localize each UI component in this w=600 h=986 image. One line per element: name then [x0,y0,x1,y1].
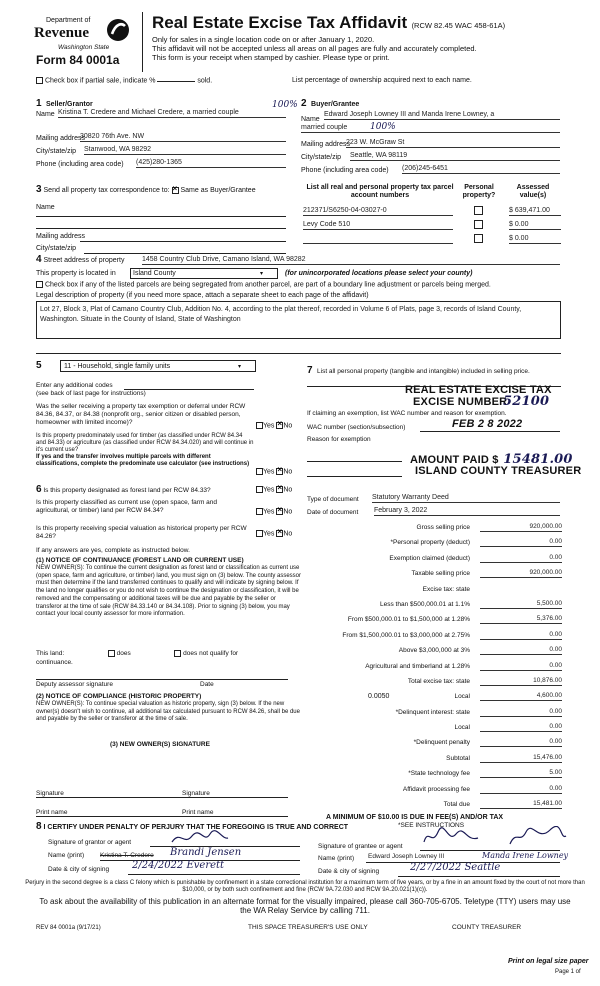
agency-logo [34,13,134,69]
sec3-name-label: Name [36,204,55,211]
minimum-note: A MINIMUM OF $10.00 IS DUE IN FEE(S) AND/OR TAX [326,814,504,821]
calc-row [300,798,562,813]
page-number: Page 1 of [555,969,581,975]
calc-label: Less than $500,000.01 at 1.1% [380,600,470,608]
does-not-label: does not qualify for [183,650,239,658]
historic-no-checkbox[interactable] [276,530,283,537]
answers-note: If any answers are yes, complete as instructed below. [36,547,190,554]
timber-question-2: If yes and the transfer involves multiple parcels with different classifications, complete the predominate use calculator (see instructions) [36,454,250,467]
same-as-buyer-checkbox[interactable] [172,187,179,194]
sec3-line-4 [84,253,286,254]
buyer-addr-label: Mailing address [301,141,351,148]
parcel-number[interactable] [303,235,453,244]
current-use-question: Is this property classified as current use (open space, farm and agricultural, or timber) land per RCW 84.34? [36,499,218,514]
calc-label: *Delinquent penalty [413,739,470,747]
owner-print-label: Print name [36,809,68,816]
owner-print-line [36,816,288,817]
sec5-num: 5 [36,360,42,371]
parcel-number[interactable]: Levy Code 510 [303,221,453,230]
seller-addr-label: Mailing address [36,135,86,142]
codes-label: Enter any additional codes [36,382,113,389]
calc-label: Taxable selling price [411,570,470,578]
seller-title: Seller/Grantor [46,101,93,108]
calc-value[interactable]: 0.00 [480,554,562,563]
buyer-name-2[interactable]: married couple [301,124,560,133]
seller-city-label: City/state/zip [36,148,77,155]
logo-dept: Department of [46,17,91,24]
sec3-addr-label: Mailing address [36,233,86,240]
grantee-date-line [398,876,560,877]
grantor-date-label: Date & city of signing [48,866,110,873]
calc-row [300,767,562,782]
county-select[interactable] [130,268,278,279]
grantee-name-label: Name (print) [318,855,355,862]
logo-agency: Revenue [34,25,89,41]
calc-label: From $1,500,000.01 to $3,000,000 at 2.75% [342,631,470,639]
forest-question: Is this property designated as forest land per RCW 84.33? [43,487,211,494]
seller-name-label: Name [36,111,55,118]
doc-date[interactable]: February 3, 2022 [374,507,560,516]
notice-3-heading: (3) NEW OWNER(S) SIGNATURE [110,741,210,748]
timber-no-checkbox[interactable] [276,468,283,475]
chevron-down-icon: ▾ [237,364,241,370]
buyer-city[interactable]: Seattle, WA 98119 [350,152,560,161]
buyer-phone[interactable]: (206)245-6451 [402,165,560,174]
calc-value[interactable]: 5,376.00 [480,615,562,624]
buyer-city-label: City/state/zip [301,154,342,161]
street-address[interactable]: 1458 Country Club Drive, Camano Island, WA 98282 [142,256,560,265]
calc-label: Local [454,724,470,732]
calc-row [300,644,562,659]
timber-yes-checkbox[interactable] [256,468,263,475]
header-note-1: Only for sales in a single location code on or after January 1, 2020. [152,35,375,44]
deputy-line [36,679,288,680]
parcel-row [301,218,561,232]
sec8-num: 8 [36,821,42,832]
grantor-name-hand: Brandi Jensen [170,847,242,858]
reason-line-1 [307,461,402,462]
sec7-header [307,360,561,378]
yes-label: Yes [263,422,275,430]
calc-label: Total due [443,801,470,809]
sec5-divider [36,353,561,354]
personal-property-checkbox[interactable] [474,234,483,243]
calc-row [300,598,562,613]
sec3-num: 3 [36,184,42,195]
wac-line [420,431,560,432]
grantor-signature [170,828,230,848]
calc-label: Total excise tax: state [407,677,470,685]
yes-label: Yes [263,508,275,516]
unincorporated-note: (for unincorporated locations please select your county) [285,270,473,277]
calc-value[interactable]: 0.00 [480,538,562,547]
ownership-note: List percentage of ownership acquired next to each name. [292,77,472,84]
yes-label: Yes [263,486,275,494]
calc-row [300,583,562,598]
no-label: No [283,468,293,476]
calc-label: Subtotal [446,754,470,762]
see-instructions: *SEE INSTRUCTIONS [398,822,465,829]
assessed-value[interactable]: $ 0.00 [509,221,561,230]
calc-row [300,567,562,582]
calc-row [300,675,562,690]
continuance-label: continuance. [36,659,73,666]
no-label: No [283,530,293,538]
calc-value[interactable]: 0.00 [480,631,562,640]
calc-row [300,552,562,567]
does-label: does [116,650,131,658]
forest-no-checkbox[interactable] [276,486,283,493]
calc-row [300,736,562,751]
calc-label: Affidavit processing fee [402,785,470,793]
exemption-yes-checkbox[interactable] [256,422,263,429]
partial-sale-row [36,77,212,85]
calc-value[interactable]: 0.00 [480,785,562,794]
calc-row [300,721,562,736]
seller-city[interactable]: Stanwood, WA 98292 [84,146,286,155]
segregate-label: Check box if any of the listed parcels are being segregated from another parcel, are part of a boundary line adjustment or parcels being merged. [44,281,491,289]
owner-print-label-2: Print name [182,809,214,816]
calc-row [300,752,562,767]
grantee-name[interactable]: Edward Joseph Lowney III [368,853,445,860]
notice-2-heading: (2) NOTICE OF COMPLIANCE (HISTORIC PROPERTY) [36,693,202,700]
calc-label: Excise tax: state [422,585,470,593]
assessed-col-header: Assessed value(s) [516,184,550,199]
calc-label: Exemption claimed (deduct) [389,554,470,562]
calc-value[interactable]: 10,876.00 [480,677,562,686]
sec3-line-2 [36,228,286,229]
calc-row [300,613,562,628]
buyer-heading [301,93,359,111]
grantee-date-label: Date & city of signing [318,868,380,875]
calc-value[interactable]: 0.00 [480,723,562,732]
calc-label: *Personal property (deduct) [390,539,470,547]
title-rcw: (RCW 82.45 WAC 458-61A) [411,21,506,30]
doc-type[interactable]: Statutory Warranty Deed [372,494,560,503]
exemption-question: Was the seller receiving a property tax exemption or deferral under RCW 84.36, 84.37, or 84.38 (nonprofit org., senior citizen or disabled person, homeowner with limited income)? [36,403,246,426]
grantor-name[interactable]: Kristina T. Credere [100,852,154,859]
codes-help: (see back of last page for instructions) [36,390,146,397]
grantor-date-line [128,874,300,875]
partial-sale-checkbox[interactable] [36,77,43,84]
parcel-row [301,204,561,218]
correspondence-row [36,186,256,195]
title-text: Real Estate Excise Tax Affidavit [152,13,408,32]
calc-label: Agricultural and timberland at 1.28% [365,662,470,670]
calc-row [300,706,562,721]
notice-1-text: NEW OWNER(S): To continue the current designation as forest land or classification as current use (open space, farm and agriculture, or timber) land, you must sign on (3) below. The county assessor must then determine if the land transferred continues to qualify and will indicate by signing below. If the land no longer qualifies or you do not wish to continue the designation or classification, it will be removed and the compensating or additional taxes will be due and payable by the seller or transferor at the time of sale (RCW 84.33.140 or 84.34.108). Prior to signing (3) below, you may contact your local county assessor for more information. [36,565,302,618]
buyer-num: 2 [301,98,307,109]
buyer-pct: 100% [370,122,396,132]
deputy-date-label: Date [200,681,214,688]
calc-row [300,660,562,675]
stamp-excise-number: 52100 [503,394,550,409]
personal-property-checkbox[interactable] [474,220,483,229]
partial-sale-sold: sold. [197,77,213,85]
calc-value[interactable]: 0.00 [480,646,562,655]
seller-phone-label: Phone (including area code) [36,161,124,168]
sec3-city-label: City/state/zip [36,245,77,252]
calc-value[interactable]: 920,000.00 [480,569,562,578]
calc-value[interactable]: 5,500.00 [480,600,562,609]
forest-row [36,486,211,495]
stamp-date: FEB 2 8 2022 [452,418,523,430]
calc-label: *Delinquent interest: state [395,708,470,716]
assessed-value[interactable]: $ 639,471.00 [509,207,561,216]
header-note-2: This affidavit will not be accepted unless all areas on all pages are fully and accurately completed. [152,44,477,53]
calc-row [300,629,562,644]
calc-label: From $500,000.01 to $1,500,000 at 1.28% [347,616,470,624]
revision: REV 84 0001a (9/17/21) [36,925,101,931]
deputy-label: Deputy assessor signature [36,681,113,688]
forest-yes-checkbox[interactable] [256,486,263,493]
header-divider [142,12,143,72]
buyer-title: Buyer/Grantee [311,101,360,108]
timber-answer [256,468,292,476]
header-note-3: This form is your receipt when stamped by cashier. Please type or print. [152,53,390,62]
county-select-value: Island County [133,270,176,277]
parcel-row [301,232,561,246]
calc-value[interactable]: 0.00 [480,708,562,717]
no-label: No [283,508,293,516]
calc-row [300,521,562,536]
correspondence-label: Send all property tax correspondence to: [43,187,170,194]
form-number: Form 84 0001a [36,53,120,67]
historic-answer [256,530,292,538]
same-as-buyer-label: Same as Buyer/Grantee [180,187,256,194]
owner-signature-label-2: Signature [182,790,210,797]
county-treasurer: COUNTY TREASURER [452,924,522,931]
calc-label: Gross selling price [416,524,470,531]
legal-size-note: Print on legal size paper [508,958,589,965]
exemption-wac-note: If claiming an exemption, list WAC number and reason for exemption. [307,410,507,417]
buyer-name-label: Name [301,116,320,123]
grantee-name-2: Manda Irene Lowney [482,851,569,860]
sec4-num: 4 [36,254,42,265]
reason-label: Reason for exemption [307,436,371,443]
current-use-answer [256,508,292,516]
street-label: Street address of property [43,257,125,264]
legal-description[interactable]: Lot 27, Block 3, Plat of Camano Country Club, Addition No. 4, according to the plat thereof, recorded in Volume 6 of Plats, page 3, records of Island County, Washington. Situate in the County of Island, State of Washington [36,301,561,339]
calc-label: *State technology fee [408,770,470,778]
stamp-amount: 15481.00 [503,452,573,467]
yes-label: Yes [263,468,275,476]
calc-label: Above $3,000,000 at 3% [398,647,470,655]
sec3-line-1 [36,216,286,217]
stamp-paid-label: AMOUNT PAID $ [410,454,499,466]
owner-signature-label: Signature [36,790,64,797]
calc-row [300,536,562,551]
seller-address[interactable]: 30820 76th Ave. NW [80,133,286,142]
logo-swoosh-icon [106,17,130,43]
partial-sale-label: Check box if partial sale, indicate % [44,77,156,85]
owner-sig-line [36,797,288,798]
land-use-value: 11 - Household, single family units [64,363,171,370]
timber-question: Is this property predominately used for timber (as classified under RCW 84.34 and 84.33) or agriculture (as classified under RCW 84.34.020) and will continue in it's current use? [36,433,254,453]
calc-value[interactable]: 4,600.00 [480,692,562,701]
wac-label: WAC number (section/subsection) [307,424,406,431]
buyer-name[interactable]: Edward Joseph Lowney III and Manda Irene Lowney, a [324,111,560,120]
assessed-value[interactable]: $ 0.00 [509,235,561,244]
accessibility-note: To ask about the availability of this publication in an alternate format for the visually impaired, please call 360-705-6705. Teletype (TTY) users may use the WA Relay Service by calling 711. [39,897,571,915]
exemption-no-checkbox[interactable] [276,422,283,429]
current-use-yes-checkbox[interactable] [256,508,263,515]
sec7-label: List all personal property (tangible and intangible) included in selling price. [317,368,530,375]
seller-num: 1 [36,98,42,109]
calc-value[interactable]: 15,476.00 [480,754,562,763]
buyer-phone-label: Phone (including area code) [301,167,389,174]
historic-question: Is this property receiving special valuation as historical property per RCW 84.26? [36,525,247,540]
personal-col-header: Personal property? [462,184,496,199]
calc-row [300,690,562,705]
stamp-county: ISLAND COUNTY TREASURER [415,465,582,477]
located-label: This property is located in [36,270,116,277]
calc-row [300,783,562,798]
forest-answer [256,486,292,494]
current-use-no-checkbox[interactable] [276,508,283,515]
sec6-num: 6 [36,484,42,495]
grantor-name-label: Name (print) [48,852,85,859]
parcel-col-header: List all real and personal property tax parcel account numbers [306,184,454,199]
this-land-label: This land: [36,650,65,658]
exemption-answer [256,422,292,430]
doc-date-label: Date of document [307,509,359,516]
parcel-number[interactable]: 212371/S6250-04-03027-0 [303,207,453,216]
yes-label: Yes [263,530,275,538]
tax-calculation [300,521,562,813]
buyer-address[interactable]: 223 W. McGraw St [346,139,560,148]
seller-phone[interactable]: (425)280-1365 [136,159,286,168]
personal-property-checkbox[interactable] [474,206,483,215]
grantee-sig-label: Signature of grantee or agent [318,843,403,850]
land-qualify-row [36,650,238,658]
calc-value[interactable]: 5.00 [480,769,562,778]
treasurer-use: THIS SPACE TREASURER'S USE ONLY [248,924,368,931]
stamp-line-1: REAL ESTATE EXCISE TAX [405,384,552,396]
seller-pct: 100% [272,100,298,110]
parcel-list [301,204,561,246]
calc-value[interactable]: 920,000.00 [480,523,562,532]
no-label: No [283,486,293,494]
calc-value[interactable]: 15,481.00 [480,800,562,809]
calc-value[interactable]: 0.00 [480,738,562,747]
grantor-date: 2/24/2022 Everett [132,860,225,871]
certify-text: I CERTIFY UNDER PENALTY OF PERJURY THAT THE FOREGOING IS TRUE AND CORRECT [43,824,349,831]
notice-1-heading: (1) NOTICE OF CONTINUANCE (FOREST LAND OR CURRENT USE) [36,557,244,564]
chevron-down-icon: ▾ [259,271,263,277]
does-not-checkbox[interactable] [174,650,181,657]
reason-line-2 [307,476,402,477]
no-label: No [283,422,293,430]
calc-value[interactable]: 0.00 [480,662,562,671]
doc-type-label: Type of document [307,496,359,503]
street-row [36,256,124,265]
grantee-date: 2/27/2022 Seattle [410,862,501,873]
logo-state: Washington State [58,44,110,51]
perjury-notice: Perjury in the second degree is a class C felony which is punishable by confinement in a state correctional institution for a maximum term of five years, or by a fine in an amount fixed by the court of not more than $10,000, or by both such confinement and fine (RCW 9A.72.030 and RCW 9A.20.021(1)(c)). [25,880,585,893]
legal-desc-label: Legal description of property (if you need more space, attach a separate sheet to each page of the affidavit) [36,292,369,299]
form-title [152,13,505,33]
notice-2-text: NEW OWNER(S): To continue special valuation as historic property, sign (3) below. If the new owner(s) doesn't wish to continue, all additional tax calculated pursuant to RCW 84.26, shall be due and payable by the seller or transferor at the time of sale. [36,701,300,723]
seller-name[interactable]: Kristina T. Credere and Michael Credere, a married couple [58,109,286,118]
calc-label: Local [454,693,470,701]
does-checkbox[interactable] [108,650,115,657]
grantor-sig-label: Signature of grantor or agent [48,839,132,846]
grantee-signature [420,826,570,848]
treasurer-stamp [405,384,565,410]
stamp-line-2: EXCISE NUMBER [413,396,508,408]
sec3-line-3 [80,241,286,242]
segregate-row [36,281,491,289]
land-use-select[interactable] [60,360,256,372]
sec7-num: 7 [307,365,313,376]
segregate-checkbox[interactable] [36,281,43,288]
local-rate: 0.0050 [368,693,390,701]
historic-yes-checkbox[interactable] [256,530,263,537]
